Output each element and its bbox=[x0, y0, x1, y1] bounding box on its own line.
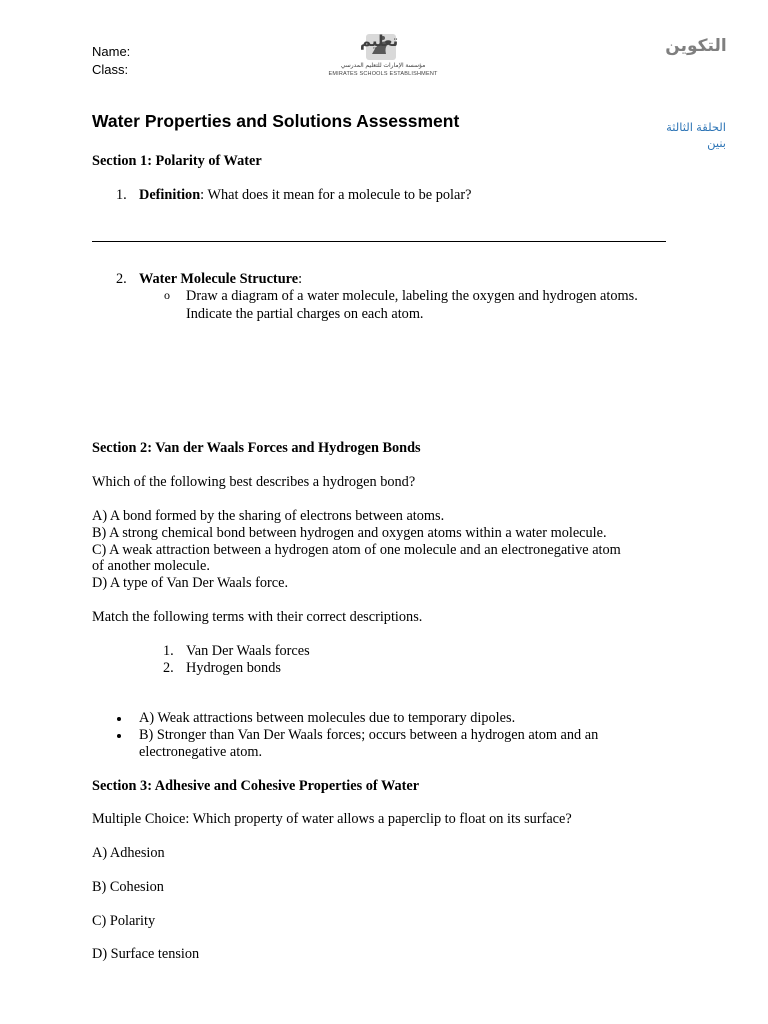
answer-option-continuation: of another molecule. bbox=[92, 558, 210, 574]
name-label: Name: bbox=[92, 44, 131, 59]
section2-question: Which of the following best describes a hydrogen bond? bbox=[92, 474, 416, 490]
sub-bullet-marker: o bbox=[164, 288, 170, 302]
answer-line bbox=[92, 241, 666, 242]
match-description: A) Weak attractions between molecules due to temporary dipoles. bbox=[139, 710, 516, 726]
question-2-instruction-line-2: Indicate the partial charges on each atom. bbox=[186, 306, 424, 322]
page-title: Water Properties and Solutions Assessment bbox=[92, 111, 460, 131]
term-number: 2. bbox=[163, 660, 174, 676]
right-logo: التكوين bbox=[665, 36, 727, 55]
question-2-colon: : bbox=[298, 271, 303, 287]
answer-option: A) A bond formed by the sharing of electrons between atoms. bbox=[92, 508, 445, 524]
question-number: 2. bbox=[116, 271, 127, 287]
answer-option: B) Cohesion bbox=[92, 879, 164, 895]
answer-option: D) A type of Van Der Waals force. bbox=[92, 575, 289, 591]
term-number: 1. bbox=[163, 643, 174, 659]
bullet-icon bbox=[117, 734, 121, 738]
question-1-keyword: Definition bbox=[139, 187, 201, 203]
logo-mark-arabic: تعليم bbox=[360, 33, 399, 50]
match-term: Van Der Waals forces bbox=[186, 643, 310, 659]
class-label: Class: bbox=[92, 62, 129, 77]
section3-heading: Section 3: Adhesive and Cohesive Properties of Water bbox=[92, 778, 420, 794]
cycle-label-arabic: الحلقة الثالثة bbox=[666, 122, 726, 134]
answer-option: B) A strong chemical bond between hydrogen and oxygen atoms within a water molecule. bbox=[92, 525, 607, 541]
question-number: 1. bbox=[116, 187, 127, 203]
answer-option: A) Adhesion bbox=[92, 845, 165, 861]
match-description: B) Stronger than Van Der Waals forces; occurs between a hydrogen atom and an bbox=[139, 727, 599, 743]
section3-question: Multiple Choice: Which property of water allows a paperclip to float on its surface? bbox=[92, 811, 572, 827]
answer-option: C) A weak attraction between a hydrogen atom of one molecule and an electronegative atom bbox=[92, 542, 621, 558]
question-2 bbox=[139, 271, 302, 288]
match-term: Hydrogen bonds bbox=[186, 660, 281, 676]
match-prompt: Match the following terms with their correct descriptions. bbox=[92, 609, 423, 625]
logo-org-english: EMIRATES SCHOOLS ESTABLISHMENT bbox=[328, 71, 438, 77]
logo-org-arabic: مؤسسة الإمارات للتعليم المدرسي bbox=[340, 63, 426, 69]
subject-label-arabic: بنين bbox=[707, 138, 726, 150]
answer-option: C) Polarity bbox=[92, 913, 156, 929]
answer-option: D) Surface tension bbox=[92, 946, 200, 962]
question-1 bbox=[139, 187, 471, 204]
question-1-text: : What does it mean for a molecule to be polar? bbox=[200, 187, 472, 203]
match-description-continuation: electronegative atom. bbox=[139, 744, 263, 760]
question-2-instruction-line-1: Draw a diagram of a water molecule, labeling the oxygen and hydrogen atoms. bbox=[186, 288, 638, 304]
section1-heading: Section 1: Polarity of Water bbox=[92, 153, 262, 169]
question-2-keyword: Water Molecule Structure bbox=[139, 271, 299, 287]
section2-heading: Section 2: Van der Waals Forces and Hydrogen Bonds bbox=[92, 440, 421, 456]
bullet-icon bbox=[117, 717, 121, 721]
